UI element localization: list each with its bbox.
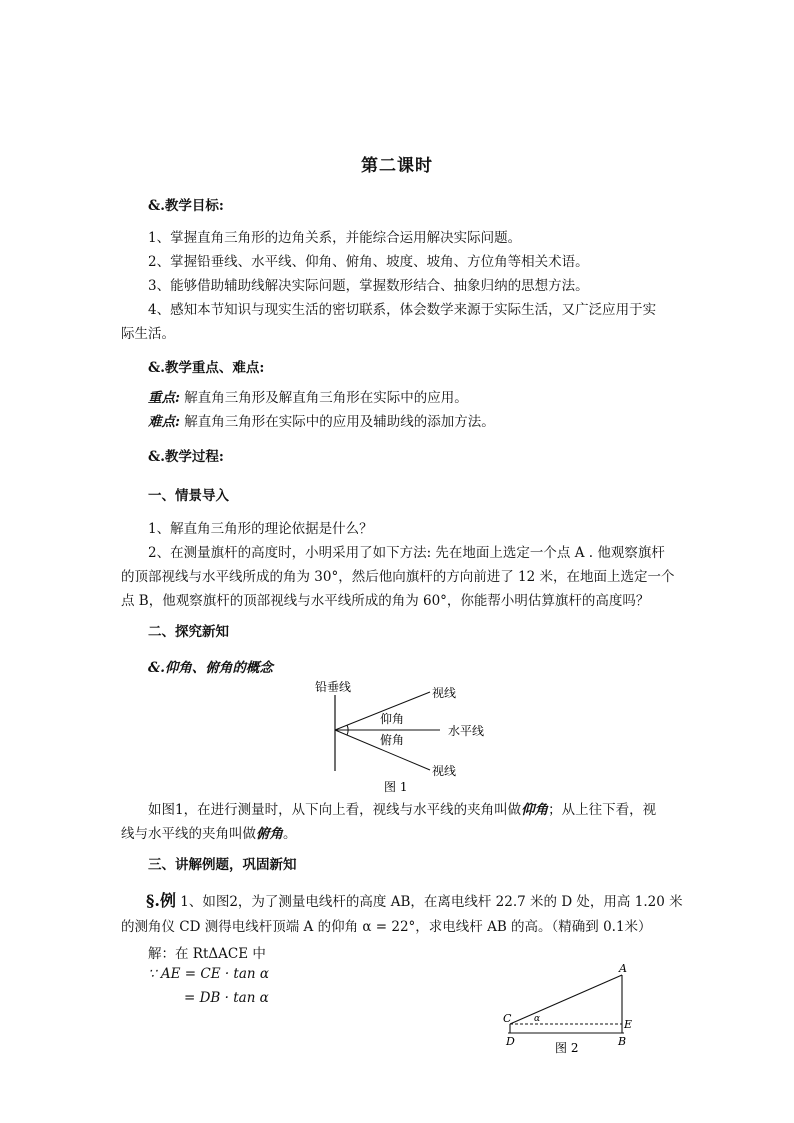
goal-item-3: 3、能够借助辅助线解决实际问题，掌握数形结合、抽象归纳的思想方法。 [148, 278, 589, 294]
label-e: E [624, 1018, 633, 1031]
label-d: D [506, 1035, 515, 1048]
section1-heading: 一、情景导入 [148, 488, 229, 504]
keypoints-heading: &.教学重点、难点: [148, 360, 265, 376]
goal-item-1: 1、掌握直角三角形的边角关系，并能综合运用解决实际问题。 [148, 230, 522, 246]
concept-text: 如图1，在进行测量时，从下向上看，视线与水平线的夹角叫做 [148, 802, 522, 818]
label-a: A [619, 962, 627, 975]
process-heading: &.教学过程: [148, 449, 224, 465]
section1-question-2-line1: 2、在测量旗杆的高度时，小明采用了如下方法: 先在地面上选定一个点 A . 他观察旗杆 [148, 545, 665, 561]
example-text: 1、如图2，为了测量电线杆的高度 AB，在离电线杆 22.7 米的 D 处，用高 1.20 米 [180, 894, 683, 910]
example-1-line1 [146, 888, 683, 911]
key-point-label: 重点: [148, 390, 180, 406]
section1-question-1: 1、解直角三角形的理论依据是什么？ [148, 521, 373, 537]
solution-equation-1: ∵ AE = CE · tan α [148, 966, 270, 982]
sight-bottom-label: 视线 [432, 764, 457, 778]
figure-2-caption: 图 2 [555, 1041, 579, 1055]
page-title: 第二课时 [361, 156, 433, 176]
solution-equation-2: = DB · tan α [184, 990, 269, 1006]
label-b: B [618, 1035, 627, 1048]
goals-heading: &.教学目标: [148, 198, 224, 214]
concept-text: ；从上往下看，视 [548, 802, 657, 818]
figure-2-pole-diagram [500, 960, 640, 1060]
example-mark: §.例 [146, 891, 176, 910]
difficult-point [148, 410, 495, 430]
difficult-point-label: 难点: [148, 414, 180, 430]
goal-item-2: 2、掌握铅垂线、水平线、仰角、俯角、坡度、坡角、方位角等相关术语。 [148, 254, 589, 270]
figure-1-angle-diagram [300, 675, 510, 795]
depression-label: 俯角 [380, 733, 405, 747]
plumb-label: 铅垂线 [315, 680, 352, 694]
example-1-line2: 的测角仪 CD 测得电线杆顶端 A 的仰角 α = 22°，求电线杆 AB 的高。（精确到 0.1米） [121, 919, 652, 935]
goal-item-4-continued: 际生活。 [121, 326, 175, 342]
difficult-point-text: 解直角三角形在实际中的应用及辅助线的添加方法。 [184, 414, 495, 430]
concept-text: 。 [283, 826, 297, 842]
section3-heading: 三、讲解例题，巩固新知 [148, 857, 297, 873]
concept-description-line1 [148, 798, 656, 818]
sight-top-label: 视线 [432, 686, 457, 700]
key-point-text: 解直角三角形及解直角三角形在实际中的应用。 [184, 390, 468, 406]
section1-question-2-line3: 点 B，他观察旗杆的顶部视线与水平线所成的角为 60°，你能帮小明估算旗杆的高度吗？ [121, 593, 650, 609]
horizontal-label: 水平线 [448, 724, 485, 738]
section2-heading: 二、探究新知 [148, 624, 229, 640]
term-elevation-angle: 仰角 [521, 802, 549, 818]
goal-item-4: 4、感知本节知识与现实生活的密切联系，体会数学来源于实际生活，又广泛应用于实 [148, 302, 657, 318]
section1-question-2-line2: 的顶部视线与水平线所成的角为 30°，然后他向旗杆的方向前进了 12 米，在地面上选定一个 [121, 569, 675, 585]
concept-description-line2 [121, 822, 297, 842]
section2-subheading: &.仰角、俯角的概念 [148, 660, 273, 676]
term-depression-angle: 俯角 [256, 826, 283, 842]
sight-line-ca [510, 975, 622, 1024]
figure-1-caption: 图 1 [384, 780, 408, 794]
label-c: C [503, 1012, 512, 1025]
solution-intro: 解：在 RtΔACE 中 [148, 946, 266, 962]
elevation-label: 仰角 [380, 712, 405, 726]
key-point [148, 386, 468, 406]
label-alpha: α [534, 1014, 541, 1024]
concept-text: 线与水平线的夹角叫做 [121, 826, 256, 842]
